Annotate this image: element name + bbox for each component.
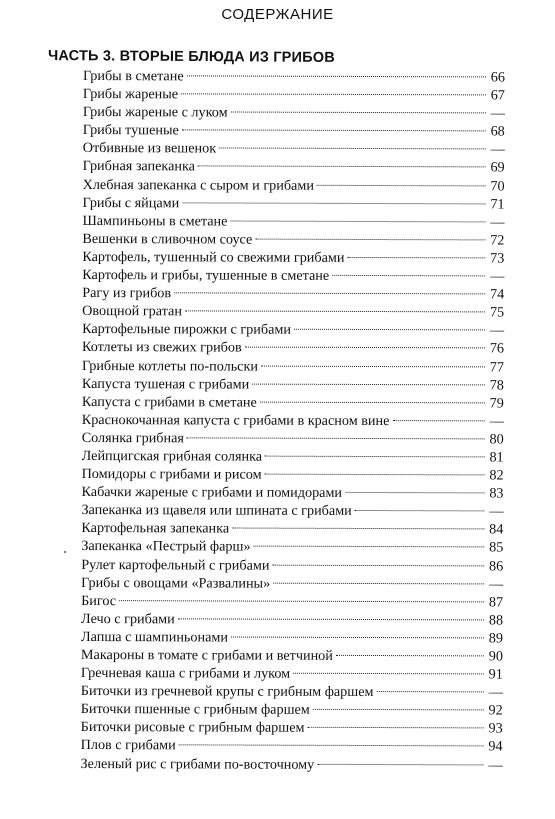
dot-leader: [332, 275, 485, 277]
toc-entry-page: 93: [488, 720, 503, 737]
toc-entry: [83, 121, 505, 141]
toc-entry-page: 89: [488, 630, 504, 647]
section-title: ЧАСТЬ 3. ВТОРЫЕ БЛЮДА ИЗ ГРИБОВ: [47, 48, 336, 67]
toc-entry: [81, 682, 503, 702]
toc-entry-page: 87: [488, 594, 504, 611]
dot-leader: [317, 763, 483, 765]
toc-entry-page: 79: [489, 395, 504, 412]
toc-entry-page: —: [490, 214, 505, 231]
toc-entry-title: Картофельная запеканка: [81, 520, 230, 537]
dot-leader: [119, 600, 484, 602]
toc-entry: [82, 194, 504, 214]
toc-entry: [81, 718, 503, 738]
toc-entry-page: 84: [489, 521, 504, 538]
toc-entry: [82, 248, 504, 268]
dot-leader: [232, 528, 484, 530]
dot-leader: [254, 546, 485, 548]
toc-entry-page: 80: [489, 431, 504, 448]
toc-entry: [83, 85, 505, 105]
toc-entry: [81, 628, 503, 648]
toc-entry-title: Хлебная запеканка с сыром и грибами: [82, 176, 314, 194]
toc-entry-page: 86: [489, 557, 504, 575]
toc-entry-page: 72: [490, 232, 505, 249]
toc-entry-title: Грибы тушеные: [82, 122, 179, 139]
toc-entry-title: Биточки рисовые с грибным фаршем: [80, 719, 305, 737]
toc-entry: [81, 483, 503, 503]
dot-leader: [260, 401, 485, 403]
toc-entry-title: Грибы жареные с луком: [82, 104, 228, 121]
toc-entry-title: Гречневая каша с грибами и луком: [80, 665, 291, 682]
toc-entry-title: Грибная запеканка: [82, 158, 196, 175]
toc-entry-page: 76: [489, 340, 505, 357]
toc-entry-page: 94: [488, 738, 503, 755]
dot-leader: [182, 130, 486, 132]
dot-leader: [174, 292, 485, 294]
toc-entry-page: 75: [489, 304, 505, 321]
toc-entry: [81, 574, 503, 594]
dot-leader: [219, 148, 486, 150]
toc-entry: [82, 212, 504, 232]
toc-entry: [83, 139, 505, 159]
toc-entry-title: Картофельные пирожки с грибами: [82, 321, 292, 339]
toc-entry-title: Кабачки жареные с грибами и помидорами: [81, 484, 343, 502]
toc-entry: [82, 338, 504, 358]
toc-entry-title: Капуста с грибами в сметане: [81, 393, 257, 411]
toc-entry-title: Грибы с яйцами: [82, 194, 180, 211]
table-of-contents: [81, 67, 505, 774]
toc-entry-title: Овощной гратан: [82, 303, 182, 320]
toc-entry-page: —: [489, 413, 504, 430]
toc-entry: [82, 230, 504, 250]
toc-entry-title: Плов с грибами: [80, 737, 176, 754]
toc-entry-page: 69: [490, 159, 505, 176]
dot-leader: [376, 691, 483, 692]
dot-leader: [345, 492, 484, 493]
toc-entry: [83, 157, 505, 177]
toc-entry: [82, 393, 504, 413]
toc-entry-page: 88: [488, 612, 504, 629]
toc-entry-title: Лапша с шампиньонами: [80, 628, 228, 646]
toc-entry-title: Грибные котлеты по-польски: [81, 357, 259, 375]
toc-entry: [81, 519, 503, 539]
toc-entry-title: Макароны в томате с грибами и ветчиной: [80, 646, 333, 664]
toc-entry-page: 73: [490, 250, 505, 267]
toc-entry-title: Грибы в сметане: [82, 67, 184, 85]
dot-leader: [187, 437, 485, 439]
dot-leader: [198, 166, 486, 168]
toc-entry-title: Котлеты из свежих грибов: [81, 339, 242, 356]
toc-entry-page: 70: [490, 177, 505, 195]
toc-entry-page: 67: [490, 87, 505, 104]
dot-leader: [230, 220, 485, 222]
toc-entry: [81, 610, 503, 630]
toc-entry-page: 74: [489, 286, 505, 303]
toc-entry-page: 66: [490, 69, 505, 86]
toc-entry-page: 83: [489, 485, 504, 502]
dot-leader: [252, 383, 485, 385]
toc-entry: [81, 501, 503, 521]
toc-entry: [82, 266, 504, 286]
toc-entry-title: Картофель и грибы, тушенные в сметане: [82, 267, 330, 284]
toc-entry-title: Картофель, тушенный со свежими грибами: [82, 248, 345, 266]
dot-leader: [336, 655, 484, 657]
toc-entry-page: 90: [488, 648, 503, 665]
toc-entry-page: —: [490, 268, 505, 285]
dot-leader: [272, 564, 484, 566]
toc-entry: [82, 429, 504, 449]
toc-entry-page: —: [489, 322, 505, 339]
toc-entry: [81, 664, 503, 684]
dot-leader: [317, 184, 486, 186]
toc-entry-page: 92: [488, 702, 503, 719]
toc-entry-page: 82: [489, 467, 504, 484]
dot-leader: [265, 474, 485, 476]
toc-entry-title: Биточки пшенные с грибным фаршем: [80, 701, 310, 719]
toc-entry: [82, 284, 504, 304]
toc-entry-page: 77: [489, 358, 504, 375]
dot-leader: [231, 112, 486, 114]
toc-entry-title: Бигос: [81, 592, 117, 609]
toc-entry: [83, 176, 505, 196]
dot-leader: [179, 745, 484, 747]
toc-entry-title: Зеленый рис с грибами по-восточному: [80, 755, 315, 773]
dot-leader: [181, 93, 486, 95]
toc-entry: [82, 356, 504, 376]
dot-leader: [187, 75, 486, 77]
toc-entry: [81, 700, 503, 720]
toc-entry-page: —: [490, 105, 505, 122]
toc-entry-title: Краснокочанная капуста с грибами в красном вине: [81, 411, 390, 429]
dot-leader: [255, 238, 485, 240]
toc-entry-title: Запеканка «Пестрый фарш»: [81, 538, 251, 556]
dot-leader: [265, 456, 485, 458]
toc-entry-title: Рулет картофельный с грибами: [81, 556, 270, 574]
toc-entry-title: Лейпцигская грибная солянка: [81, 447, 263, 465]
toc-entry: [81, 646, 503, 666]
toc-entry: [82, 411, 504, 431]
dot-leader: [182, 202, 485, 204]
toc-entry: [82, 465, 504, 485]
toc-entry-page: —: [489, 503, 504, 520]
dot-leader: [355, 510, 485, 511]
dot-leader: [273, 582, 484, 584]
toc-entry: [81, 755, 503, 775]
dot-leader: [347, 257, 485, 258]
toc-entry-page: 78: [489, 377, 504, 394]
toc-entry-page: 71: [490, 196, 505, 213]
toc-entry: [81, 556, 503, 576]
toc-entry: [82, 302, 504, 322]
dot-leader: [231, 636, 484, 638]
dot-leader: [185, 311, 485, 313]
toc-entry-page: 68: [490, 123, 505, 140]
toc-entry-page: —: [488, 756, 503, 774]
toc-entry-page: 81: [489, 449, 504, 466]
dot-leader: [261, 365, 485, 367]
toc-entry-title: Отбивные из вешенок: [82, 140, 217, 157]
toc-entry-title: Шампиньоны в сметане: [82, 212, 228, 230]
toc-entry-title: Помидоры с грибами и рисом: [81, 466, 262, 483]
toc-entry-page: —: [488, 684, 503, 701]
toc-entry: [82, 320, 504, 340]
toc-entry-title: Грибы с овощами «Развалины»: [81, 574, 271, 592]
dot-leader: [178, 618, 484, 620]
toc-entry-title: Солянка грибная: [81, 429, 184, 447]
toc-entry-page: 91: [488, 666, 503, 683]
toc-entry-page: —: [488, 576, 504, 593]
dot-leader: [245, 347, 485, 349]
dot-leader: [294, 329, 485, 331]
dot-leader: [308, 727, 484, 729]
page-header: СОДЕРЖАНИЕ: [221, 6, 334, 23]
toc-entry-title: Вешенки в сливочном соусе: [82, 230, 253, 248]
toc-entry-title: Лечо с грибами: [81, 610, 175, 628]
toc-entry-page: —: [490, 141, 505, 158]
toc-entry: [81, 537, 503, 557]
dot-leader: [293, 673, 484, 675]
toc-entry-title: Грибы жареные: [82, 86, 179, 103]
scan-speck: [64, 551, 66, 553]
toc-entry: [81, 592, 503, 612]
dot-leader: [392, 420, 484, 421]
toc-entry: [81, 736, 503, 756]
toc-entry-title: Капуста тушеная с грибами: [81, 375, 250, 393]
toc-entry-title: Биточки из гречневой крупы с грибным фаршем: [80, 683, 374, 701]
dot-leader: [313, 709, 484, 711]
toc-entry-title: Запеканка из щавеля или шпината с грибами: [81, 502, 352, 520]
toc-entry: [82, 447, 504, 467]
toc-entry: [82, 375, 504, 395]
toc-entry-title: Рагу из грибов: [82, 285, 172, 302]
toc-entry: [83, 67, 505, 87]
toc-entry: [83, 103, 505, 123]
toc-entry-page: 85: [489, 539, 504, 556]
